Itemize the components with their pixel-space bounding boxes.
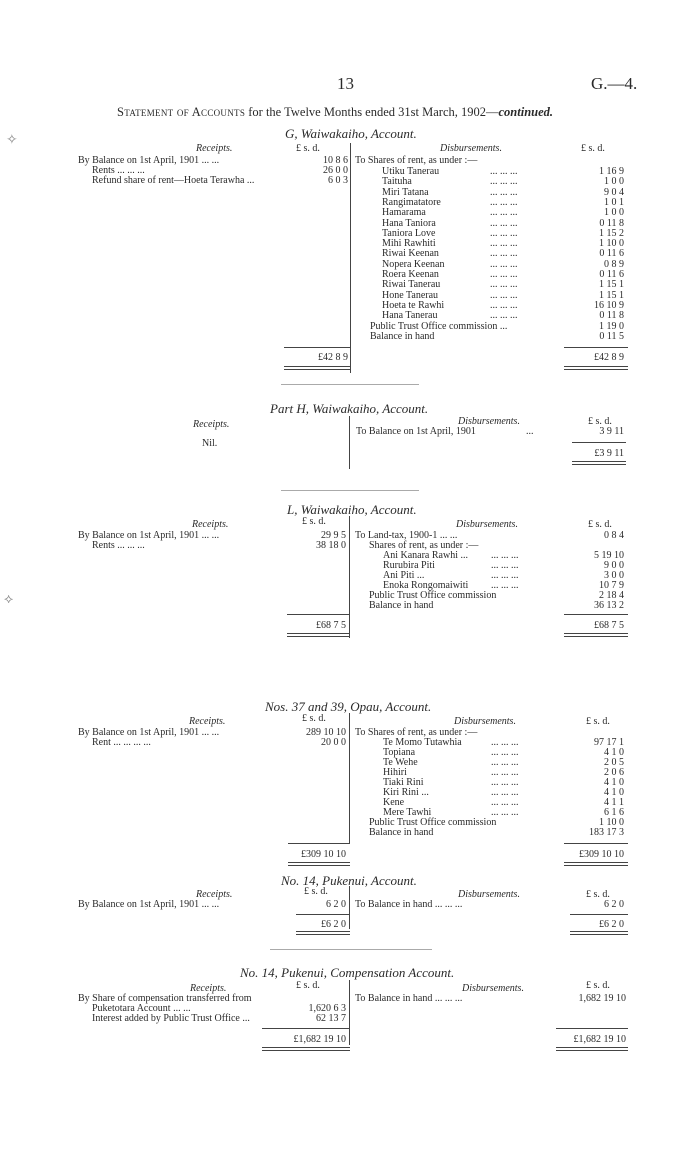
n37-receipt-text-2-label: Rent [92,737,111,748]
n37-disb-tail-text-1: Public Trust Office commission [369,817,497,828]
l-disb-intro: Shares of rent, as under :— [369,540,479,551]
p14-disb-amount: 6 2 0 [604,899,624,910]
n37-disb-amount: 97 17 1 [594,737,624,748]
p14-receipt-text: By Balance on 1st April, 1901 ... ... [78,899,220,910]
g-disb-amount: 1 0 0 [604,176,624,188]
l-disb-tail-amount-2: 36 13 2 [594,600,624,611]
l-disb-amount: 9 0 0 [604,560,624,571]
l-leader-dots: ... ... ... [491,580,519,591]
l-disb-first-amount: 0 8 4 [604,530,624,541]
h-account-title [270,401,428,417]
g-disb-name: Riwai Keenan [382,248,439,260]
g-disb-name: Hoeta te Rawhi [382,299,445,311]
p14c-disb-total: £1,682 19 10 [573,1034,626,1045]
n37-disb-tail-amount-1: 1 10 0 [599,817,624,828]
margin-mark-1: ✧ [6,133,18,148]
g-disb-double-rule [564,366,628,370]
g-disb-amount: 1 10 0 [599,238,624,250]
g-disb-amount: 1 15 2 [599,227,624,239]
n37-receipt-text-2: Rent ... ... ... ... [92,737,151,748]
g-disb-amount: 0 11 6 [599,248,624,260]
l-disbursements-header: Disbursements. [456,519,518,530]
p14-receipt-amount: 6 2 0 [326,899,346,910]
l-receipts-total: £68 7 5 [316,620,346,631]
l-receipt-text-2-label: Rents [92,540,115,551]
p14c-account-title: No. 14, Pukenui, Compensation Account. [240,965,455,980]
g-leader-dots: ... ... ... [490,299,518,311]
g-disb-amount: 1 0 1 [604,196,624,208]
g-receipt-amount-1: 10 8 6 [323,155,348,166]
n37-receipts-total: £309 10 10 [301,849,346,860]
g-leader-dots: ... ... ... [490,196,518,208]
title-suffix: continued. [498,105,554,119]
l-receipt-text-2: Rents ... ... ... [92,540,145,551]
g-disb-tail-amount-2: 0 11 5 [599,331,624,342]
l-receipts-currency: £ s. d. [302,516,326,527]
n37-disb-amount: 4 1 0 [604,777,624,788]
g-disb-name: Utiku Tanerau [382,166,440,177]
g-disb-total: £42 8 9 [594,352,624,363]
g-disb-tail-text-1: Public Trust Office commission ... [370,321,508,332]
l-disb-name: Ani Kanara Rawhi ... [383,550,468,561]
g-leader-dots: ... ... ... [490,176,518,188]
g-receipts-rule [284,347,350,348]
g-receipts-currency: £ s. d. [296,143,320,154]
g-disb-name: Hana Tanerau [382,310,438,322]
l-disb-rule [564,614,628,615]
n37-disb-amount: 4 1 0 [604,747,624,758]
g-receipt-text-2: Rents ... ... ... [92,165,145,176]
p14c-disbursements-header: Disbursements. [462,983,524,994]
l-disb-name: Rurubira Piti [383,560,435,571]
g-disb-name: Hamarama [382,207,426,219]
l-disb-amount: 5 19 10 [594,550,624,561]
n37-leader-dots: ... ... ... [491,797,519,808]
h-disb-text: To Balance on 1st April, 1901 [356,426,476,437]
h-disb-currency: £ s. d. [588,416,612,427]
g-disb-name: Hana Taniora [382,217,436,229]
title-middle: for the Twelve Months ended 31st March, 1902— [245,105,499,119]
n37-leader-dots: ... ... ... [491,787,519,798]
n37-disb-name: Kiri Rini ... [383,787,429,798]
p14-column-divider [349,886,350,929]
h-disb-rule [572,442,626,443]
g-disb-amount: 9 0 4 [604,186,624,198]
p14-disb-rule [570,914,628,915]
h-account-title-text: Part H, Waiwakaiho, Account. [270,401,429,416]
n37-disb-amount: 6 1 6 [604,807,624,818]
title-prefix: Statement of Accounts [117,105,246,119]
p14c-disb-rule [556,1028,628,1029]
g-disb-amount: 0 11 8 [599,310,624,322]
g-disb-rule [564,347,628,348]
l-column-divider [349,516,350,638]
n37-disb-intro: To Shares of rent, as under :— [355,727,478,738]
g-column-divider [350,143,351,373]
h-disb-amount: 3 9 11 [599,426,624,437]
n37-receipt-amount-1: 289 10 10 [306,727,346,738]
document-reference: G.—4. [591,74,638,93]
g-leader-dots: ... ... ... [490,269,518,280]
l-disb-name: Ani Piti ... [383,570,425,581]
p14c-receipt-amount-2: 1,620 6 3 [308,1003,346,1014]
l-disb-double-rule [564,633,628,637]
p14-receipts-currency: £ s. d. [304,886,328,897]
l-leader-dots: ... ... ... [491,550,519,561]
g-receipt-text-1: By Balance on 1st April, 1901 ... ... [78,155,220,166]
g-receipts-double-rule [284,366,350,370]
p14-disbursements-header: Disbursements. [458,889,520,900]
p14-disb-text: To Balance in hand ... ... ... [355,899,463,910]
p14c-receipts-total: £1,682 19 10 [293,1034,346,1045]
g-leader-dots: ... ... ... [490,248,518,260]
p14c-disb-label: To Balance in hand [355,993,433,1004]
p14c-receipts-currency: £ s. d. [296,980,320,991]
g-disb-name: Roera Keenan [382,269,439,280]
l-disb-tail-text-2: Balance in hand [369,600,434,611]
p14c-receipt-text-2-label: Puketotara Account ... [92,1003,181,1014]
l-disb-tail-amount-1: 2 18 4 [599,590,624,601]
g-disb-amount: 1 15 1 [599,279,624,291]
p14c-receipts-header: Receipts. [190,983,227,994]
n37-disb-tail-amount-2: 183 17 3 [589,827,624,838]
n37-disb-name: Te Wehe [383,757,418,768]
l-disb-total: £68 7 5 [594,620,624,631]
n37-receipts-header: Receipts. [189,716,226,727]
h-disb-dots: ... [526,426,534,437]
n37-receipts-double-rule [288,862,350,866]
g-receipts-header: Receipts. [196,143,233,154]
page-number: 13 [337,74,354,93]
p14-disb-label: To Balance in hand [355,899,433,910]
p14-disb-double-rule [570,931,628,935]
n37-disb-tail-text-2: Balance in hand [369,827,434,838]
g-leader-dots: ... ... ... [490,279,518,291]
h-disbursements-header: Disbursements. [458,416,520,427]
p14-separator [270,949,432,950]
g-leader-dots: ... ... ... [490,217,518,229]
p14c-receipts-rule [262,1028,350,1029]
g-disb-amount: 1 0 0 [604,207,624,219]
p14-receipt-label: By Balance on 1st April, 1901 [78,899,200,910]
g-leader-dots: ... ... ... [490,238,518,250]
p14c-disb-double-rule [556,1047,628,1051]
n37-disb-amount: 2 0 6 [604,767,624,778]
g-disb-name: Mihi Rawhiti [382,238,436,250]
h-receipt-nil: Nil. [202,438,218,449]
n37-disb-currency: £ s. d. [586,716,610,727]
l-disb-name: Enoka Rongomaiwiti [383,580,469,591]
h-disb-total: £3 9 11 [594,448,624,459]
g-leader-dots: ... ... ... [490,310,518,322]
n37-leader-dots: ... ... ... [491,757,519,768]
h-disb-double-rule [572,461,626,465]
p14c-receipt-text-2: Puketotara Account ... ... [92,1003,191,1014]
g-disbursements-header: Disbursements. [440,143,502,154]
l-disb-amount: 10 7 9 [599,580,624,591]
l-disb-first-label: To Land-tax, 1900-1 [355,530,438,541]
h-column-divider [349,416,350,469]
p14c-receipts-double-rule [262,1047,350,1051]
p14c-disb-currency: £ s. d. [586,980,610,991]
g-receipts-total: £42 8 9 [318,352,348,363]
g-leader-dots: ... ... ... [490,207,518,219]
g-disb-amount: 1 15 1 [599,289,624,301]
l-leader-dots: ... ... ... [491,560,519,571]
g-disb-tail-amount-1: 1 19 0 [599,321,624,332]
l-disb-tail-text-1: Public Trust Office commission [369,590,497,601]
g-disb-amount: 16 10 9 [594,299,624,311]
p14-disb-total: £6 2 0 [599,919,624,930]
n37-disb-total: £309 10 10 [579,849,624,860]
n37-disb-name: Topiana [383,747,416,758]
g-disb-amount: 0 11 8 [599,217,624,229]
g-disb-amount: 0 8 9 [604,258,624,270]
g-disb-tail-text-2: Balance in hand [370,331,435,342]
n37-disb-name: Hihiri [383,767,407,778]
n37-receipt-text-1-label: By Balance on 1st April, 1901 [78,727,200,738]
g-leader-dots: ... ... ... [490,227,518,239]
n37-receipts-currency: £ s. d. [302,713,326,724]
g-leader-dots: ... ... ... [490,186,518,198]
p14-receipts-rule [296,914,350,915]
p14c-disb-text: To Balance in hand ... ... ... [355,993,463,1004]
n37-disbursements-header: Disbursements. [454,716,516,727]
l-receipt-amount-2: 38 18 0 [316,540,346,551]
l-receipts-rule [287,614,350,615]
p14c-disb-amount: 1,682 19 10 [578,993,626,1004]
n37-disb-amount: 4 1 1 [604,797,624,808]
n37-account-title: Nos. 37 and 39, Opau, Account. [265,699,432,714]
g-disb-name: Nopera Keenan [382,258,445,270]
p14c-receipt-text-3-label: Interest added by Public Trust Office [92,1013,240,1024]
l-disb-currency: £ s. d. [588,519,612,530]
n37-receipts-rule [288,843,350,844]
n37-disb-name: Tiaki Rini [383,777,424,788]
n37-leader-dots: ... ... ... [491,737,519,748]
n37-disb-name: Mere Tawhi [383,807,432,818]
l-leader-dots: ... ... ... [491,570,519,581]
p14-disb-currency: £ s. d. [586,889,610,900]
n37-column-divider [349,713,350,843]
l-disb-first-text: To Land-tax, 1900-1 ... ... [355,530,458,541]
n37-disb-double-rule [564,862,628,866]
page-title [117,105,553,120]
p14-receipts-double-rule [296,931,350,935]
margin-mark-2: ⟡ [4,592,14,607]
g-disb-amount: 0 11 6 [599,269,624,280]
p14-receipts-header: Receipts. [196,889,233,900]
p14c-column-divider [349,980,350,1045]
n37-disb-name: Te Momo Tutawhia [383,737,462,748]
n37-disb-rule [564,843,628,844]
n37-disb-name: Kene [383,797,405,808]
g-disb-intro: To Shares of rent, as under :— [355,155,478,166]
n37-leader-dots: ... ... ... [491,807,519,818]
n37-disb-amount: 2 0 5 [604,757,624,768]
n37-receipt-amount-2: 20 0 0 [321,737,346,748]
n37-receipt-text-1: By Balance on 1st April, 1901 ... ... [78,727,220,738]
l-receipt-text-1: By Balance on 1st April, 1901 ... ... [78,530,220,541]
p14-account-title: No. 14, Pukenui, Account. [281,873,417,888]
g-disb-currency: £ s. d. [581,143,605,154]
n37-leader-dots: ... ... ... [491,747,519,758]
l-disb-amount: 3 0 0 [604,570,624,581]
g-receipt-amount-2: 26 0 0 [323,165,348,176]
g-leader-dots: ... ... ... [490,166,518,177]
l-receipts-header: Receipts. [192,519,229,530]
g-disb-name: Taniora Love [382,227,436,239]
g-leader-dots: ... ... ... [490,258,518,270]
h-receipts-header: Receipts. [193,419,230,430]
h-separator [281,490,419,491]
g-disb-name: Rangimatatore [382,196,441,208]
n37-disb-amount: 4 1 0 [604,787,624,798]
g-disb-amount: 1 16 9 [599,166,624,177]
g-separator [281,384,419,385]
p14c-receipt-text-3: Interest added by Public Trust Office ... [92,1013,250,1024]
g-account-title: G, Waiwakaiho, Account. [285,126,417,141]
g-receipt-text-3: Refund share of rent—Hoeta Terawha ... [92,175,255,186]
p14c-receipt-text-1: By Share of compensation transferred from [78,993,252,1004]
n37-leader-dots: ... ... ... [491,777,519,788]
g-disb-name: Miri Tatana [382,186,429,198]
p14c-receipt-amount-3: 62 13 7 [316,1013,346,1024]
g-disb-name: Riwai Tanerau [382,279,441,291]
p14-receipts-total: £6 2 0 [321,919,346,930]
g-disb-name: Hone Tanerau [382,289,439,301]
l-receipt-amount-1: 29 9 5 [321,530,346,541]
l-receipt-text-1-label: By Balance on 1st April, 1901 [78,530,200,541]
l-receipts-double-rule [287,633,350,637]
l-account-title: L, Waiwakaiho, Account. [287,502,417,517]
g-receipt-amount-3: 6 0 3 [328,175,348,186]
g-disb-name: Taituha [382,176,412,188]
n37-leader-dots: ... ... ... [491,767,519,778]
g-leader-dots: ... ... ... [490,289,518,301]
